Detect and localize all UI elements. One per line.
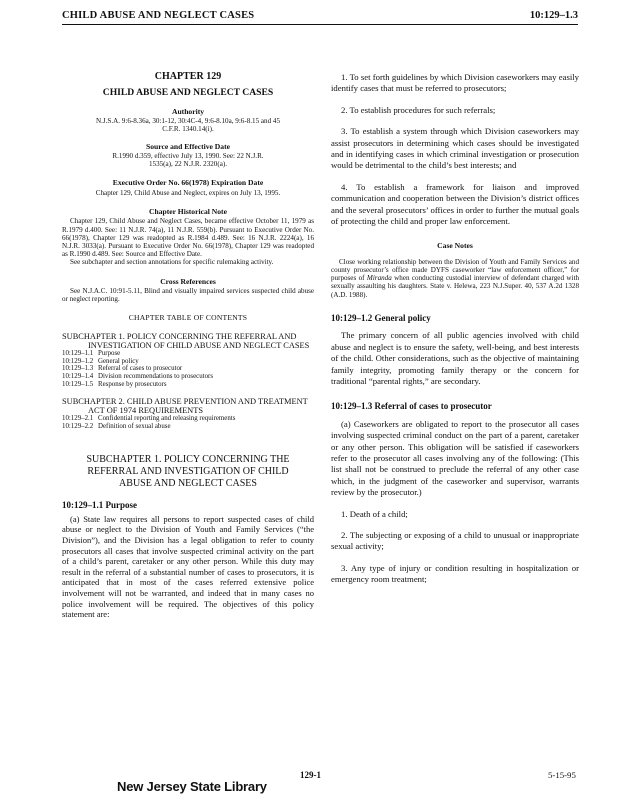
source-text: R.1990 d.359, effective July 13, 1990. See: 22 N.J.R. 1535(a), 22 N.J.R. 2320(a).	[112, 152, 264, 169]
historical-note-heading: Chapter Historical Note	[149, 207, 227, 217]
historical-note-annotation: See subchapter and section annotations for specific rulemaking activity.	[70, 258, 274, 267]
exec-order-heading: Executive Order No. 66(1978) Expiration Date	[112, 178, 264, 188]
toc-item[interactable]: 10:129–1.2 General policy	[62, 357, 139, 365]
case-notes-heading: Case Notes	[437, 241, 473, 251]
authority-heading: Authority	[171, 106, 205, 116]
exec-order-text: Chapter 129, Child Abuse and Neglect, expires on July 13, 1995.	[95, 188, 281, 197]
header-section-number: 10:129–1.3	[529, 10, 578, 21]
objective-1: 1. To set forth guidelines by which Division caseworkers may easily identify cases that must be referred to prosecutors;	[331, 72, 579, 94]
toc-item[interactable]: 10:129–1.1 Purpose	[62, 349, 121, 357]
toc-subchapter-1-list	[62, 350, 314, 389]
header-title: CHILD ABUSE AND NEGLECT CASES	[62, 10, 255, 21]
toc-item[interactable]: 10:129–1.5 Response by prosecutors	[62, 381, 167, 389]
right-column	[331, 72, 579, 586]
left-column	[62, 72, 314, 620]
referral-item-1: 1. Death of a child;	[341, 508, 408, 519]
toc-item[interactable]: 10:129–1.4 Division recommendations to prosecutors	[62, 373, 214, 381]
revision-date: 5-15-95	[548, 770, 576, 780]
objective-3: 3. To establish a system through which Division caseworkers may assist prosecutors in determining which cases should be investigated and in identifying cases in which criminal investigation or prosecution would be detrimental to the child’s best interests; and	[331, 126, 579, 171]
objective-4: 4. To establish a framework for liaison and improved communication and cooperation between the Division’s district offices and the several prosecutors’ offices in order to further the mutual goals of protecting the child and proper law enforcement.	[331, 181, 579, 227]
subchapter-1-heading: SUBCHAPTER 1. POLICY CONCERNING THE REFERRAL AND INVESTIGATION OF CHILD ABUSE AND NEGLECT CASES	[86, 454, 290, 490]
toc-subchapter-2-list	[62, 415, 314, 431]
running-header	[62, 10, 578, 25]
toc-item[interactable]: 10:129–2.1 Confidential reporting and releasing requirements	[62, 414, 236, 422]
section-1-1-text: (a) State law requires all persons to report suspected cases of child abuse or neglect to the Division of Youth and Family Services (“the Division”), and the Division has a legal obligation to refer to county prosecutors all cases that involve suspected criminal activity on the part of a child’s parent, caretaker or any other person. While this duty may result in the referral of a substantial number of cases to prosecutors, it is anticipated that in most of the cases referred extensive police involvement will not be warranted, and indeed that in many cases no police involvement will be required. The objectives of this policy statement are:	[62, 513, 314, 620]
toc-subchapter-1-title: SUBCHAPTER 1. POLICY CONCERNING THE REFERRAL AND INVESTIGATION OF CHILD ABUSE AND NEGLECT CASES	[62, 331, 310, 350]
chapter-number: CHAPTER 129	[154, 71, 222, 82]
source-heading: Source and Effective Date	[145, 141, 230, 151]
referral-item-2: 2. The subjecting or exposing of a child to unusual or inappropriate sexual activity;	[331, 529, 579, 552]
section-1-2-text: The primary concern of all public agencies involved with child abuse and neglect is to ensure the safety, well-being, and best interests of the child. Other considerations, such as the objective of maintaining family integrity, promoting family therapy or the concern for traditional “parental rights,” are secondary.	[331, 330, 579, 386]
referral-item-3: 3. Any type of injury or condition resulting in hospitalization or emergency room treatment;	[331, 562, 579, 585]
toc-item[interactable]: 10:129–2.2 Definition of sexual abuse	[62, 422, 171, 430]
cross-references-heading: Cross References	[160, 276, 216, 286]
section-1-3-heading: 10:129–1.3 Referral of cases to prosecutor	[331, 401, 492, 412]
toc-item[interactable]: 10:129–1.3 Referral of cases to prosecutor	[62, 365, 183, 373]
chapter-title: CHILD ABUSE AND NEGLECT CASES	[102, 87, 274, 99]
authority-text: N.J.S.A. 9:6-8.36a, 30:1-12, 30:4C-4, 9:6-8.10a, 9:6-8.15 and 45 C.F.R. 1340.14(i).	[95, 117, 281, 134]
cross-references-text: See N.J.A.C. 10:91-5.11, Blind and visually impaired services suspected child abuse or neglect reporting.	[62, 287, 314, 304]
toc-heading: CHAPTER TABLE OF CONTENTS	[128, 313, 248, 323]
section-1-2-heading: 10:129–1.2 General policy	[331, 312, 431, 323]
case-note-text: Close working relationship between the Division of Youth and Family Services and county prosecutor’s office made DYFS caseworker “law enforcement officer,” for purposes of Miranda when conducting custodial interview of defendant charged with sexually assaulting his daughters. State v. Helewa, 223 N.J.Super. 40, 537 A.2d 1328 (A.D. 1988).	[331, 257, 579, 299]
section-1-3-text: (a) Caseworkers are obligated to report to the prosecutor all cases involving suspected criminal conduct on the part of a parent, caretaker or any other person. This obligation will be satisfied if caseworkers refer to the prosecutor all cases involving any of the following: (This list shall not be construed to preclude the referral of any other case which, in the judgment of the caseworker and supervisor, warrants review by the prosecutor.)	[331, 418, 579, 498]
page-number: 129-1	[300, 770, 321, 780]
historical-note-text: Chapter 129, Child Abuse and Neglect Cases, became effective October 11, 1979 as R.1979 d.400. See: 11 N.J.R. 74(a), 11 N.J.R. 559(b). Pursuant to Executive Order No. 66(1978), Chapter 129 was readopted as R.1984 d.489. See: 16 N.J.R. 2224(a), 16 N.J.R. 3033(a). Pursuant to Executive Order No. 66(1978), Chapter 129 was readopted as R.1990 d.489. See: Source and Effective Date.	[62, 217, 314, 259]
section-1-1-heading: 10:129–1.1 Purpose	[62, 500, 137, 511]
toc-subchapter-2-title: SUBCHAPTER 2. CHILD ABUSE PREVENTION AND TREATMENT ACT OF 1974 REQUIREMENTS	[62, 396, 308, 415]
objective-2: 2. To establish procedures for such referrals;	[341, 104, 496, 115]
library-stamp: New Jersey State Library	[117, 779, 267, 794]
